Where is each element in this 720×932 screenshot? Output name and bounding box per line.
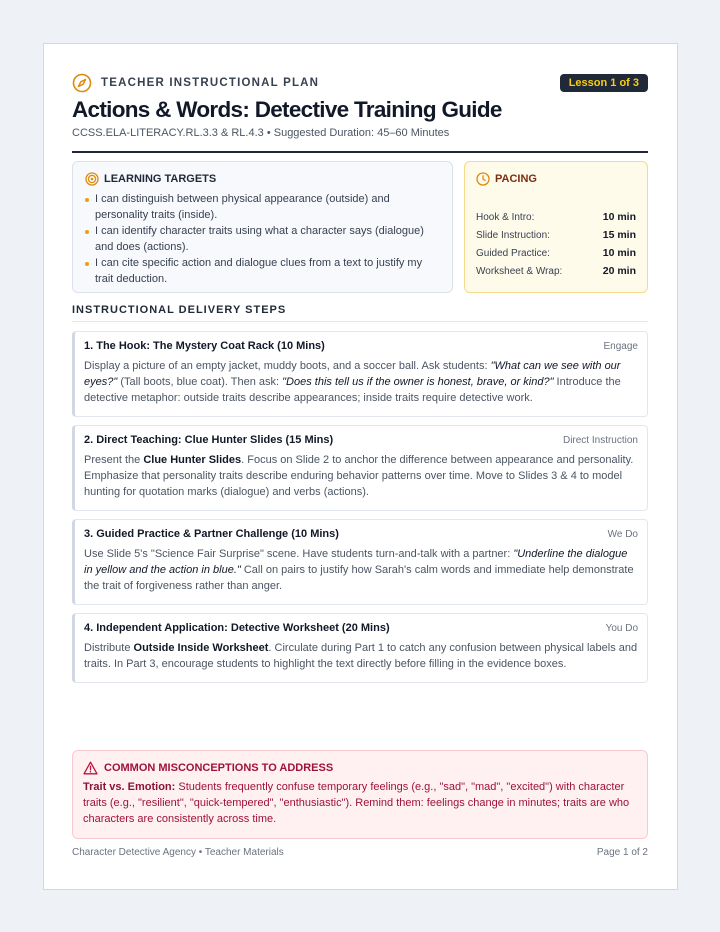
learning-targets-box <box>72 161 453 293</box>
steps-divider <box>72 321 648 322</box>
pacing-row-value: 10 min <box>602 211 636 223</box>
step-body <box>84 640 638 672</box>
pacing-row-value: 20 min <box>602 265 636 277</box>
learning-targets-heading <box>85 172 440 186</box>
quoted-prompt: "What can we see with our eyes?" <box>84 360 621 388</box>
step-body <box>84 452 638 500</box>
footer-page-number: Page 1 of 2 <box>596 847 648 858</box>
resource-name: Outside Inside Worksheet <box>133 642 269 654</box>
list-item <box>85 224 440 255</box>
pacing-row-label: Worksheet & Wrap: <box>476 265 563 277</box>
plan-label: TEACHER INSTRUCTIONAL PLAN <box>101 77 320 89</box>
lesson-badge: Lesson 1 of 3 <box>560 74 648 92</box>
step-title: 3. Guided Practice & Partner Challenge (10 Mins) <box>84 528 339 540</box>
pacing-list <box>476 208 636 280</box>
steps-heading: INSTRUCTIONAL DELIVERY STEPS <box>72 304 287 316</box>
step-tag: We Do <box>607 529 638 540</box>
misconception-text: Students frequently confuse temporary feelings (e.g., "sad", "mad", "excited") with character traits (e.g., "resilient", "quick-tempered", "enthusiastic"). Remind them: feelings change in minutes; traits are who characters are consistently across time. <box>83 781 630 825</box>
plan-header <box>72 73 648 93</box>
compass-icon <box>72 73 92 93</box>
step-tag: Engage <box>603 341 638 352</box>
quoted-prompt: "Does this tell us if the owner is honest, brave, or kind?" <box>282 376 554 388</box>
page-subtitle: CCSS.ELA-LITERACY.RL.3.3 & RL.4.3 • Suggested Duration: 45–60 Minutes <box>72 127 450 139</box>
pacing-box <box>464 161 648 293</box>
page-title: Actions & Words: Detective Training Guide <box>72 97 502 122</box>
pacing-row <box>476 244 636 262</box>
step-card <box>72 613 648 683</box>
pacing-row <box>476 226 636 244</box>
warning-icon <box>83 761 98 775</box>
misconceptions-heading <box>83 761 637 775</box>
target-text: I can distinguish between physical appearance (outside) and personality traits (inside). <box>95 193 390 221</box>
pacing-row <box>476 262 636 280</box>
lesson-plan-page <box>43 43 678 890</box>
footer-left: Character Detective Agency • Teacher Materials <box>72 847 284 858</box>
target-text: I can identify character traits using what a character says (dialogue) and does (actions). <box>95 225 424 253</box>
pacing-row-value: 10 min <box>602 247 636 259</box>
body-text: Use Slide 5's "Science Fair Surprise" scene. Have students turn-and-talk with a partner: <box>84 548 514 560</box>
body-text: Present the <box>84 454 144 466</box>
step-card <box>72 425 648 511</box>
pacing-label: PACING <box>495 173 537 185</box>
title-divider <box>72 151 648 153</box>
clock-icon <box>476 172 490 186</box>
step-body <box>84 546 638 594</box>
pacing-row-value: 15 min <box>602 229 636 241</box>
body-text: Display a picture of an empty jacket, muddy boots, and a soccer ball. Ask students: <box>84 360 491 372</box>
misconceptions-label: COMMON MISCONCEPTIONS TO ADDRESS <box>104 762 334 774</box>
list-item <box>85 192 440 223</box>
step-body <box>84 358 638 406</box>
list-item <box>85 256 440 287</box>
pacing-row <box>476 208 636 226</box>
misconception-lead: Trait vs. Emotion: <box>83 781 176 793</box>
body-text: Introduce the detective metaphor: outside traits describe appearances; inside traits require detective work. <box>84 376 621 404</box>
pacing-row-label: Hook & Intro: <box>476 211 535 223</box>
step-tag: You Do <box>605 623 638 634</box>
learning-targets-list <box>85 192 440 287</box>
misconceptions-box <box>72 750 648 839</box>
pacing-row-label: Slide Instruction: <box>476 229 550 241</box>
body-text: . Focus on Slide 2 to anchor the difference between appearance and personality. Emphasize that personality traits describe enduring behavior patterns over time. Move to Slides 3 & 4 to model hunting for quotation marks (dialogue) and verbs (actions). <box>84 454 634 498</box>
misconceptions-body <box>83 779 637 827</box>
body-text: Distribute <box>84 642 134 654</box>
page-footer <box>72 847 648 858</box>
step-title: 4. Independent Application: Detective Worksheet (20 Mins) <box>84 622 390 634</box>
target-icon <box>85 172 99 186</box>
resource-name: Clue Hunter Slides <box>143 454 242 466</box>
learning-targets-label: LEARNING TARGETS <box>104 173 217 185</box>
quoted-prompt: "Underline the dialogue in yellow and the action in blue." <box>84 548 628 576</box>
body-text: . Circulate during Part 1 to catch any confusion between physical labels and traits. In Part 3, encourage students to highlight the text directly before filling in the evidence boxes. <box>84 642 638 670</box>
step-card <box>72 331 648 417</box>
step-title: 2. Direct Teaching: Clue Hunter Slides (15 Mins) <box>84 434 334 446</box>
pacing-heading <box>476 172 636 186</box>
step-card <box>72 519 648 605</box>
pacing-row-label: Guided Practice: <box>476 247 550 259</box>
step-tag: Direct Instruction <box>562 435 638 446</box>
step-title: 1. The Hook: The Mystery Coat Rack (10 Mins) <box>84 340 325 352</box>
target-text: I can cite specific action and dialogue clues from a text to justify my trait deduction. <box>95 257 423 285</box>
body-text: Call on pairs to justify how Sarah's calm words and immediate help demonstrate the trait of forgiveness rather than anger. <box>84 564 634 592</box>
body-text: (Tall boots, blue coat). Then ask: <box>117 376 283 388</box>
